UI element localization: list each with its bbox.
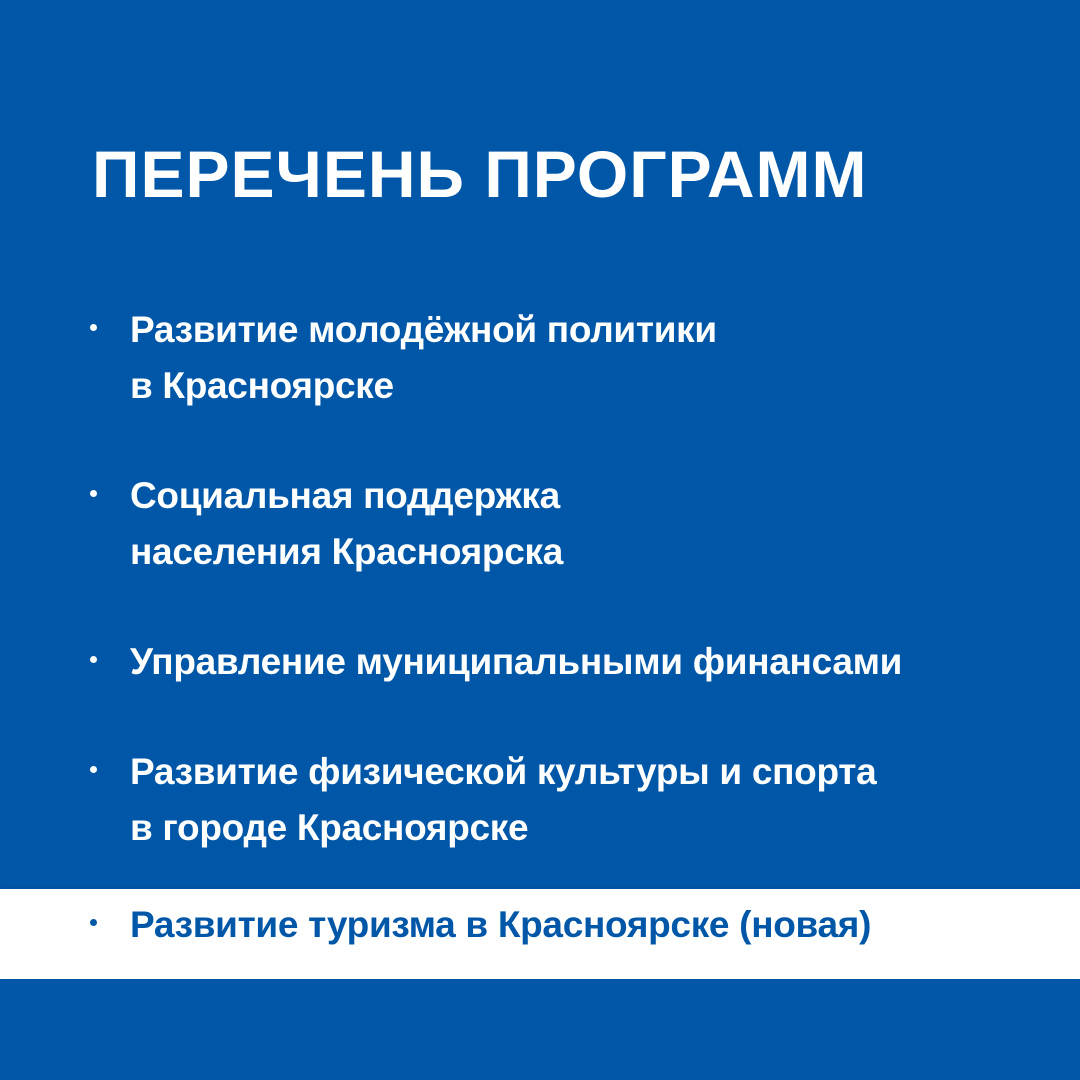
bullet-icon [90, 766, 97, 773]
bullet-icon [90, 490, 97, 497]
bullet-icon [90, 919, 97, 926]
list-item-label: Развитие туризма в Красноярске (новая) [130, 904, 872, 945]
list-item-label: Развитие молодёжной политики в Красноярске [130, 309, 717, 406]
bullet-icon [90, 324, 97, 331]
list-item-label: Социальная поддержка населения Красноярска [130, 475, 564, 572]
page-title: ПЕРЕЧЕНЬ ПРОГРАММ [92, 137, 868, 211]
highlighted-program-band [0, 889, 1080, 979]
bullet-icon [90, 656, 97, 663]
list-item-label: Управление муниципальными финансами [130, 641, 903, 682]
list-item-label: Развитие физической культуры и спорта в городе Красноярске [130, 751, 877, 848]
